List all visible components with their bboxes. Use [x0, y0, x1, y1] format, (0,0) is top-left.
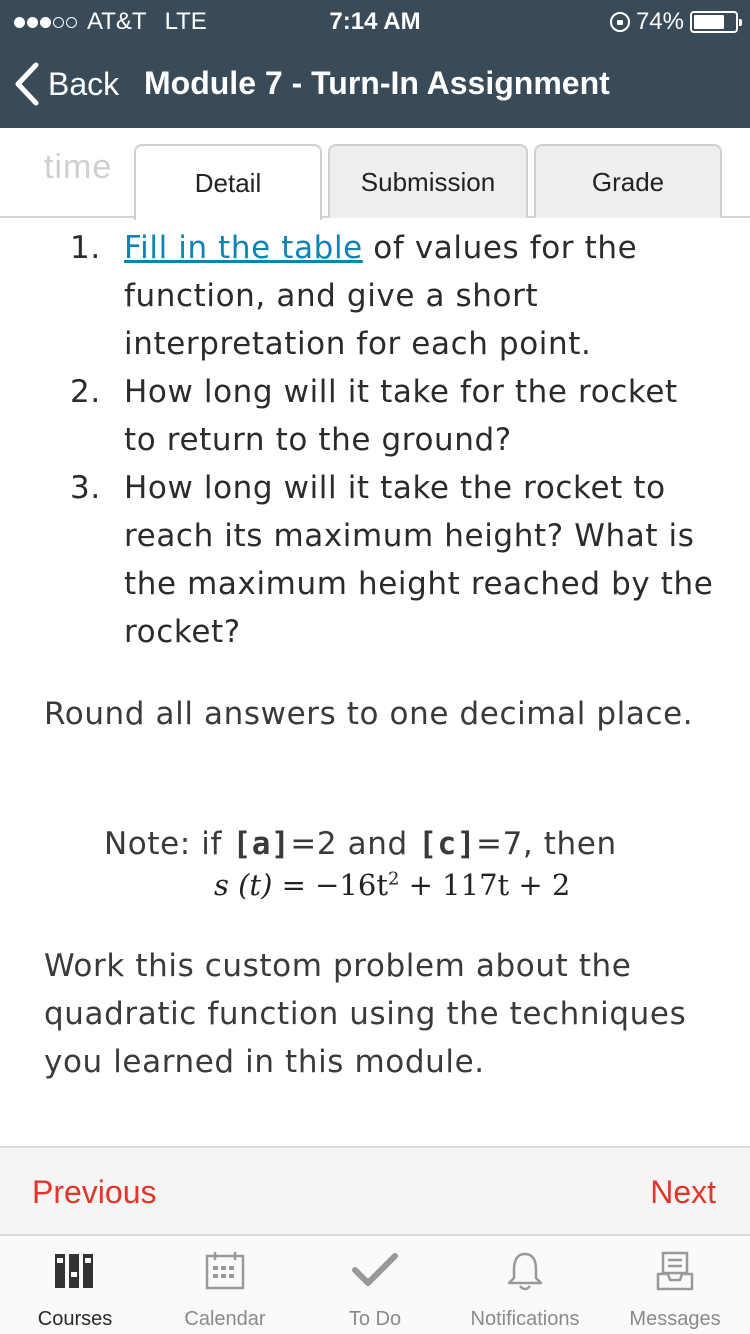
item-text: How long will it take for the rocket to return to the ground?	[124, 374, 678, 458]
top-bar	[0, 0, 750, 128]
inbox-icon	[655, 1250, 695, 1292]
status-time: 7:14 AM	[329, 8, 421, 35]
network-type: LTE	[164, 8, 207, 35]
tabbar-todo[interactable]	[300, 1236, 450, 1334]
tabbar-label: Notifications	[470, 1308, 580, 1330]
battery-icon	[690, 11, 738, 33]
formula-lhs: s (t)	[214, 868, 273, 902]
list-item	[70, 224, 720, 368]
page-title: Module 7 - Turn-In Assignment	[144, 65, 610, 101]
next-button[interactable]: Next	[650, 1174, 716, 1210]
assignment-detail	[0, 218, 750, 1146]
status-right	[610, 8, 738, 36]
question-list	[70, 224, 720, 656]
chevron-left-icon	[14, 62, 40, 106]
tab-strip	[0, 128, 750, 218]
parameter-note	[104, 824, 617, 864]
status-bar	[0, 0, 750, 40]
note-c-value: =7, then	[476, 826, 617, 862]
item-number: 2.	[70, 374, 101, 410]
pager-bar	[0, 1146, 750, 1236]
battery-percent: 74%	[635, 8, 684, 35]
closing-paragraph: Work this custom problem about the quadratic function using the techniques you learned in this module.	[44, 948, 687, 1080]
navigation-bar	[0, 40, 750, 128]
function-formula	[214, 868, 570, 902]
item-number: 3.	[70, 470, 101, 506]
formula-eq: = −16t	[272, 868, 388, 902]
back-label: Back	[48, 65, 120, 102]
list-item	[70, 368, 720, 464]
bell-icon	[503, 1250, 547, 1292]
tabbar-courses[interactable]	[0, 1236, 150, 1334]
carrier-name: AT&T	[87, 8, 147, 35]
tabbar-label: Calendar	[184, 1308, 266, 1330]
tab-detail[interactable]: Detail	[134, 144, 322, 220]
rotation-lock-icon	[610, 12, 630, 32]
note-prefix: Note: if	[104, 826, 233, 862]
checkmark-icon	[351, 1250, 399, 1290]
obscured-text: time	[44, 148, 113, 186]
previous-button[interactable]: Previous	[32, 1174, 157, 1210]
formula-exponent: 2	[387, 868, 400, 890]
tabbar-notifications[interactable]	[450, 1236, 600, 1334]
rounding-instructions: Round all answers to one decimal place.	[44, 696, 694, 732]
list-item	[70, 464, 720, 656]
formula-rest: + 117t + 2	[399, 868, 571, 902]
note-a-token: [a]	[232, 826, 291, 862]
item-text: of values for the function, and give a short interpretation for each point.	[124, 230, 638, 362]
tabbar-messages[interactable]	[600, 1236, 750, 1334]
tabbar-label: To Do	[348, 1308, 402, 1330]
tabbar-calendar[interactable]	[150, 1236, 300, 1334]
battery-fill	[694, 15, 724, 29]
tab-grade[interactable]: Grade	[534, 144, 722, 218]
bottom-tab-bar	[0, 1236, 750, 1334]
note-c-token: [c]	[418, 826, 476, 862]
back-button[interactable]	[14, 62, 119, 106]
tab-submission[interactable]: Submission	[328, 144, 528, 218]
courses-icon	[53, 1250, 97, 1290]
item-text: How long will it take the rocket to reach its maximum height? What is the maximum height reached by the rocket?	[124, 470, 714, 650]
item-number: 1.	[70, 230, 101, 266]
calendar-icon	[203, 1250, 247, 1290]
tabbar-label: Courses	[37, 1308, 113, 1330]
note-a-value: =2 and	[290, 826, 419, 862]
tabbar-label: Messages	[629, 1308, 721, 1330]
fill-table-link[interactable]: Fill in the table	[124, 230, 363, 266]
